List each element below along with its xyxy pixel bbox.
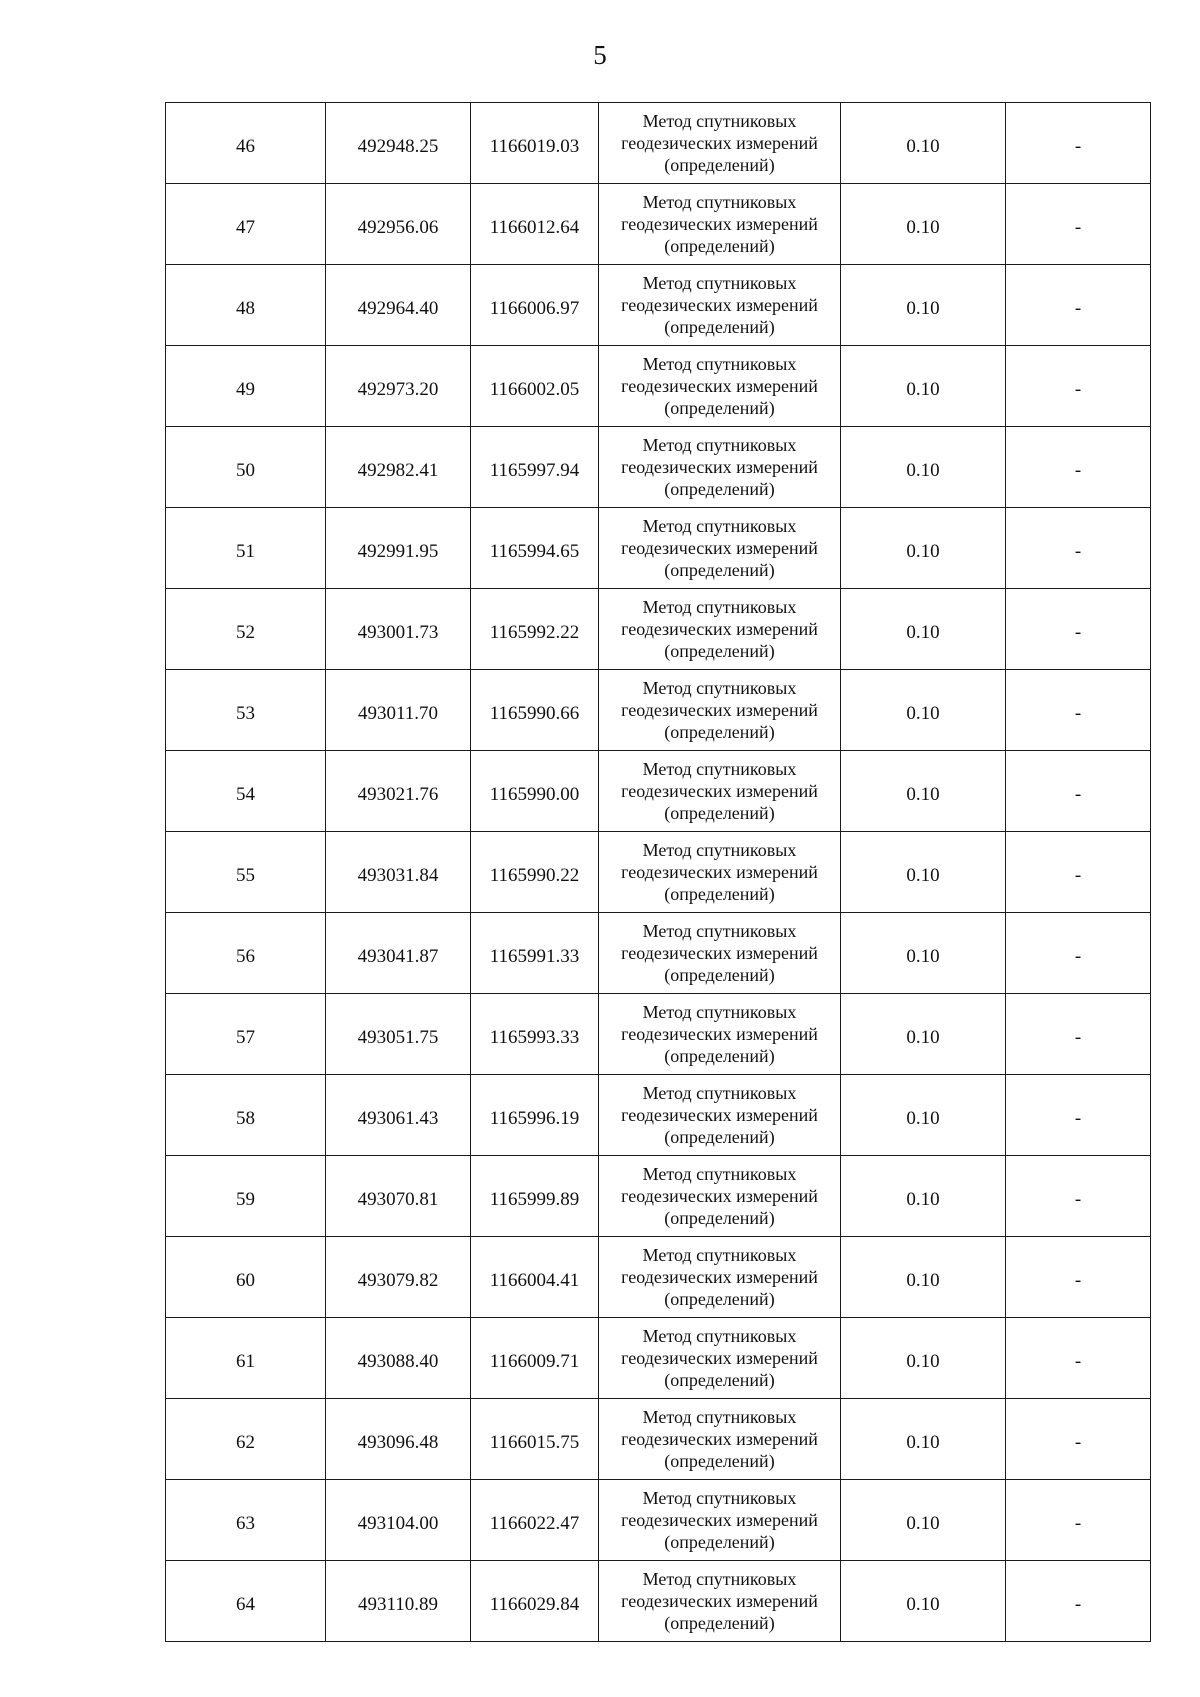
coordinates-table-body bbox=[166, 103, 1151, 1642]
accuracy-cell: 0.10 bbox=[841, 265, 1006, 346]
table-row bbox=[166, 508, 1151, 589]
table-row bbox=[166, 832, 1151, 913]
x-coordinate-cell: 492982.41 bbox=[326, 427, 471, 508]
y-coordinate-cell: 1165996.19 bbox=[471, 1075, 599, 1156]
point-number-cell: 50 bbox=[166, 427, 326, 508]
description-cell: - bbox=[1006, 346, 1151, 427]
description-cell: - bbox=[1006, 1480, 1151, 1561]
method-cell: Метод спутниковых геодезических измерений (определений) bbox=[599, 1156, 841, 1237]
accuracy-cell: 0.10 bbox=[841, 751, 1006, 832]
x-coordinate-cell: 493011.70 bbox=[326, 670, 471, 751]
method-cell: Метод спутниковых геодезических измерений (определений) bbox=[599, 751, 841, 832]
accuracy-cell: 0.10 bbox=[841, 1399, 1006, 1480]
accuracy-cell: 0.10 bbox=[841, 1237, 1006, 1318]
accuracy-cell: 0.10 bbox=[841, 589, 1006, 670]
x-coordinate-cell: 492991.95 bbox=[326, 508, 471, 589]
y-coordinate-cell: 1166012.64 bbox=[471, 184, 599, 265]
method-cell: Метод спутниковых геодезических измерений (определений) bbox=[599, 1561, 841, 1642]
table-row bbox=[166, 994, 1151, 1075]
description-cell: - bbox=[1006, 670, 1151, 751]
y-coordinate-cell: 1165990.00 bbox=[471, 751, 599, 832]
y-coordinate-cell: 1165990.66 bbox=[471, 670, 599, 751]
x-coordinate-cell: 492973.20 bbox=[326, 346, 471, 427]
method-cell: Метод спутниковых геодезических измерений (определений) bbox=[599, 1399, 841, 1480]
description-cell: - bbox=[1006, 589, 1151, 670]
x-coordinate-cell: 493001.73 bbox=[326, 589, 471, 670]
method-cell: Метод спутниковых геодезических измерений (определений) bbox=[599, 994, 841, 1075]
accuracy-cell: 0.10 bbox=[841, 1480, 1006, 1561]
point-number-cell: 60 bbox=[166, 1237, 326, 1318]
point-number-cell: 62 bbox=[166, 1399, 326, 1480]
table-row bbox=[166, 1156, 1151, 1237]
point-number-cell: 54 bbox=[166, 751, 326, 832]
table-row bbox=[166, 1318, 1151, 1399]
description-cell: - bbox=[1006, 265, 1151, 346]
table-row bbox=[166, 1561, 1151, 1642]
accuracy-cell: 0.10 bbox=[841, 103, 1006, 184]
y-coordinate-cell: 1166006.97 bbox=[471, 265, 599, 346]
method-cell: Метод спутниковых геодезических измерений (определений) bbox=[599, 103, 841, 184]
description-cell: - bbox=[1006, 913, 1151, 994]
description-cell: - bbox=[1006, 184, 1151, 265]
accuracy-cell: 0.10 bbox=[841, 832, 1006, 913]
y-coordinate-cell: 1165993.33 bbox=[471, 994, 599, 1075]
page-number: 5 bbox=[593, 40, 607, 70]
coordinates-table bbox=[165, 102, 1151, 1642]
method-cell: Метод спутниковых геодезических измерений (определений) bbox=[599, 1237, 841, 1318]
x-coordinate-cell: 492948.25 bbox=[326, 103, 471, 184]
method-cell: Метод спутниковых геодезических измерений (определений) bbox=[599, 346, 841, 427]
table-row bbox=[166, 1399, 1151, 1480]
point-number-cell: 53 bbox=[166, 670, 326, 751]
method-cell: Метод спутниковых геодезических измерений (определений) bbox=[599, 427, 841, 508]
x-coordinate-cell: 493061.43 bbox=[326, 1075, 471, 1156]
description-cell: - bbox=[1006, 832, 1151, 913]
point-number-cell: 46 bbox=[166, 103, 326, 184]
x-coordinate-cell: 493021.76 bbox=[326, 751, 471, 832]
point-number-cell: 51 bbox=[166, 508, 326, 589]
description-cell: - bbox=[1006, 427, 1151, 508]
x-coordinate-cell: 492956.06 bbox=[326, 184, 471, 265]
accuracy-cell: 0.10 bbox=[841, 994, 1006, 1075]
method-cell: Метод спутниковых геодезических измерений (определений) bbox=[599, 1075, 841, 1156]
point-number-cell: 58 bbox=[166, 1075, 326, 1156]
description-cell: - bbox=[1006, 103, 1151, 184]
point-number-cell: 57 bbox=[166, 994, 326, 1075]
description-cell: - bbox=[1006, 994, 1151, 1075]
table-row bbox=[166, 103, 1151, 184]
y-coordinate-cell: 1165990.22 bbox=[471, 832, 599, 913]
point-number-cell: 59 bbox=[166, 1156, 326, 1237]
y-coordinate-cell: 1165991.33 bbox=[471, 913, 599, 994]
method-cell: Метод спутниковых геодезических измерений (определений) bbox=[599, 184, 841, 265]
table-row bbox=[166, 670, 1151, 751]
accuracy-cell: 0.10 bbox=[841, 1318, 1006, 1399]
y-coordinate-cell: 1166022.47 bbox=[471, 1480, 599, 1561]
x-coordinate-cell: 493051.75 bbox=[326, 994, 471, 1075]
point-number-cell: 47 bbox=[166, 184, 326, 265]
table-row bbox=[166, 265, 1151, 346]
y-coordinate-cell: 1166009.71 bbox=[471, 1318, 599, 1399]
x-coordinate-cell: 493104.00 bbox=[326, 1480, 471, 1561]
x-coordinate-cell: 492964.40 bbox=[326, 265, 471, 346]
table-row bbox=[166, 346, 1151, 427]
y-coordinate-cell: 1165994.65 bbox=[471, 508, 599, 589]
description-cell: - bbox=[1006, 508, 1151, 589]
description-cell: - bbox=[1006, 1399, 1151, 1480]
accuracy-cell: 0.10 bbox=[841, 184, 1006, 265]
point-number-cell: 49 bbox=[166, 346, 326, 427]
method-cell: Метод спутниковых геодезических измерений (определений) bbox=[599, 589, 841, 670]
table-row bbox=[166, 184, 1151, 265]
y-coordinate-cell: 1165999.89 bbox=[471, 1156, 599, 1237]
table-row bbox=[166, 913, 1151, 994]
description-cell: - bbox=[1006, 1237, 1151, 1318]
table-row bbox=[166, 751, 1151, 832]
accuracy-cell: 0.10 bbox=[841, 670, 1006, 751]
accuracy-cell: 0.10 bbox=[841, 913, 1006, 994]
y-coordinate-cell: 1165997.94 bbox=[471, 427, 599, 508]
point-number-cell: 56 bbox=[166, 913, 326, 994]
point-number-cell: 61 bbox=[166, 1318, 326, 1399]
x-coordinate-cell: 493070.81 bbox=[326, 1156, 471, 1237]
table-row bbox=[166, 1480, 1151, 1561]
method-cell: Метод спутниковых геодезических измерений (определений) bbox=[599, 670, 841, 751]
x-coordinate-cell: 493088.40 bbox=[326, 1318, 471, 1399]
accuracy-cell: 0.10 bbox=[841, 1561, 1006, 1642]
y-coordinate-cell: 1166019.03 bbox=[471, 103, 599, 184]
table-row bbox=[166, 1075, 1151, 1156]
description-cell: - bbox=[1006, 1561, 1151, 1642]
method-cell: Метод спутниковых геодезических измерений (определений) bbox=[599, 1480, 841, 1561]
description-cell: - bbox=[1006, 1156, 1151, 1237]
method-cell: Метод спутниковых геодезических измерений (определений) bbox=[599, 508, 841, 589]
table-row bbox=[166, 427, 1151, 508]
y-coordinate-cell: 1166004.41 bbox=[471, 1237, 599, 1318]
table-row bbox=[166, 1237, 1151, 1318]
x-coordinate-cell: 493031.84 bbox=[326, 832, 471, 913]
x-coordinate-cell: 493079.82 bbox=[326, 1237, 471, 1318]
description-cell: - bbox=[1006, 1318, 1151, 1399]
point-number-cell: 48 bbox=[166, 265, 326, 346]
x-coordinate-cell: 493110.89 bbox=[326, 1561, 471, 1642]
description-cell: - bbox=[1006, 751, 1151, 832]
point-number-cell: 64 bbox=[166, 1561, 326, 1642]
point-number-cell: 52 bbox=[166, 589, 326, 670]
y-coordinate-cell: 1166029.84 bbox=[471, 1561, 599, 1642]
x-coordinate-cell: 493041.87 bbox=[326, 913, 471, 994]
accuracy-cell: 0.10 bbox=[841, 1156, 1006, 1237]
point-number-cell: 55 bbox=[166, 832, 326, 913]
point-number-cell: 63 bbox=[166, 1480, 326, 1561]
y-coordinate-cell: 1166002.05 bbox=[471, 346, 599, 427]
method-cell: Метод спутниковых геодезических измерений (определений) bbox=[599, 1318, 841, 1399]
y-coordinate-cell: 1166015.75 bbox=[471, 1399, 599, 1480]
method-cell: Метод спутниковых геодезических измерений (определений) bbox=[599, 832, 841, 913]
description-cell: - bbox=[1006, 1075, 1151, 1156]
table-row bbox=[166, 589, 1151, 670]
x-coordinate-cell: 493096.48 bbox=[326, 1399, 471, 1480]
method-cell: Метод спутниковых геодезических измерений (определений) bbox=[599, 265, 841, 346]
accuracy-cell: 0.10 bbox=[841, 508, 1006, 589]
accuracy-cell: 0.10 bbox=[841, 427, 1006, 508]
accuracy-cell: 0.10 bbox=[841, 1075, 1006, 1156]
accuracy-cell: 0.10 bbox=[841, 346, 1006, 427]
y-coordinate-cell: 1165992.22 bbox=[471, 589, 599, 670]
method-cell: Метод спутниковых геодезических измерений (определений) bbox=[599, 913, 841, 994]
